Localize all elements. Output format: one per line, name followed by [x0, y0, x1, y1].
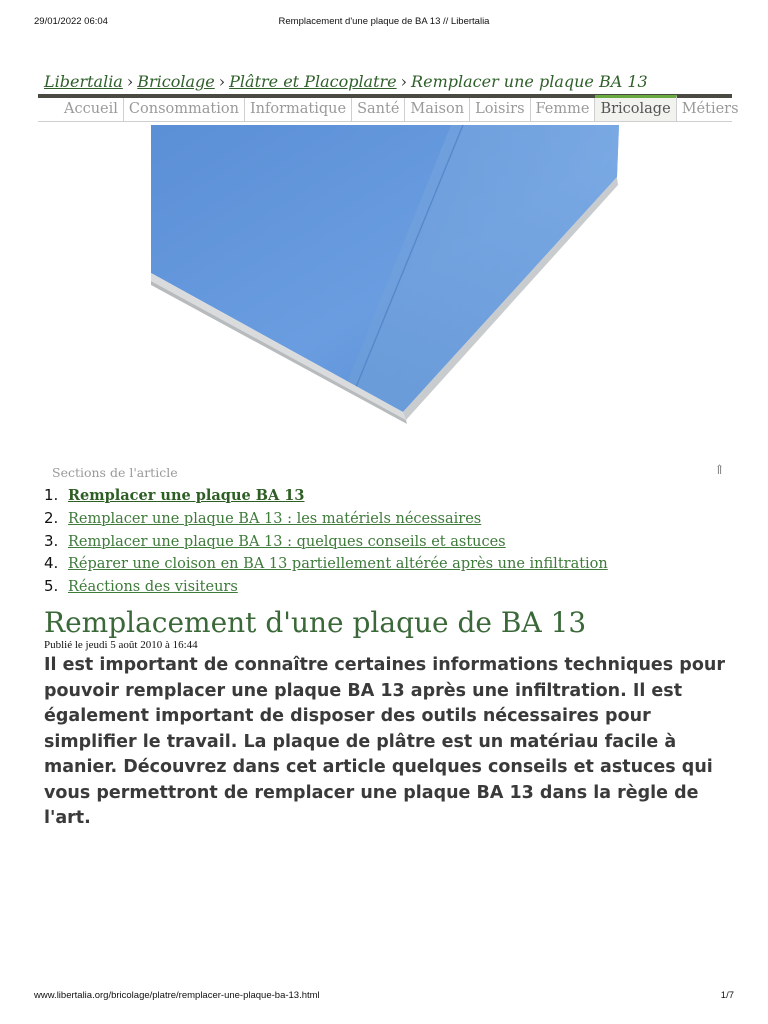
toc-number: 2. — [44, 508, 59, 527]
print-header — [34, 16, 734, 30]
toc-heading: Sections de l'article — [52, 465, 178, 480]
up-arrow-icon[interactable]: ⇑ — [714, 463, 725, 478]
breadcrumb-separator: › — [400, 72, 408, 91]
print-page-title: Remplacement d'une plaque de BA 13 // Libertalia — [278, 16, 490, 27]
toc-item — [44, 532, 608, 555]
toc-link[interactable]: Remplacer une plaque BA 13 : les matériels nécessaires — [68, 510, 482, 527]
toc-item — [44, 554, 608, 577]
article-lead: Il est important de connaître certaines informations techniques pour pouvoir remplacer une plaque BA 13 après une infiltration. Il est également important de disposer des outils nécessaires pour simplifier le travail. La plaque de plâtre est un matériau facile à manier. Découvrez dans cet article quelques conseils et astuces qui vous permettront de remplacer une plaque BA 13 dans la règle de l'art. — [44, 655, 725, 828]
print-page-number: 1/7 — [720, 990, 734, 1001]
table-of-contents — [44, 486, 608, 600]
breadcrumb-separator: › — [126, 72, 134, 91]
toc-link[interactable]: Réactions des visiteurs — [68, 579, 238, 596]
print-footer — [34, 990, 734, 1004]
toc-item — [44, 577, 608, 600]
article-title: Remplacement d'une plaque de BA 13 — [44, 606, 587, 639]
nav-item-consommation[interactable]: Consommation — [124, 98, 245, 121]
nav-item-accueil[interactable]: Accueil — [38, 98, 124, 121]
main-nav — [38, 94, 739, 122]
toc-item — [44, 486, 608, 509]
nav-item-maison[interactable]: Maison — [405, 98, 470, 121]
breadcrumb — [44, 72, 728, 91]
toc-item — [44, 509, 608, 532]
toc-number: 3. — [44, 531, 59, 550]
nav-item-femme[interactable]: Femme — [531, 98, 596, 121]
toc-link[interactable]: Réparer une cloison en BA 13 partiellement altérée après une infiltration — [68, 556, 608, 573]
breadcrumb-link-home[interactable]: Libertalia — [44, 72, 123, 91]
toc-number: 1. — [44, 486, 59, 504]
nav-item-loisirs[interactable]: Loisirs — [470, 98, 530, 121]
toc-link[interactable]: Remplacer une plaque BA 13 — [68, 487, 305, 504]
toc-number: 5. — [44, 577, 59, 596]
print-datetime: 29/01/2022 06:04 — [34, 16, 108, 27]
breadcrumb-separator: › — [218, 72, 226, 91]
breadcrumb-link-bricolage[interactable]: Bricolage — [137, 72, 215, 91]
nav-item-informatique[interactable]: Informatique — [245, 98, 352, 121]
breadcrumb-current: Remplacer une plaque BA 13 — [411, 72, 648, 91]
print-url: www.libertalia.org/bricolage/platre/remplacer-une-plaque-ba-13.html — [34, 990, 320, 1001]
nav-item-metiers[interactable]: Métiers — [681, 101, 739, 117]
publication-date: Publié le jeudi 5 août 2010 à 16:44 — [44, 639, 198, 651]
plasterboard-illustration — [151, 125, 619, 455]
nav-item-bricolage[interactable]: Bricolage — [595, 95, 676, 121]
breadcrumb-link-platre[interactable]: Plâtre et Placoplatre — [229, 72, 397, 91]
nav-item-sante[interactable]: Santé — [352, 98, 405, 121]
plasterboard-image — [151, 125, 619, 455]
toc-link[interactable]: Remplacer une plaque BA 13 : quelques conseils et astuces — [68, 533, 506, 550]
toc-number: 4. — [44, 554, 59, 573]
